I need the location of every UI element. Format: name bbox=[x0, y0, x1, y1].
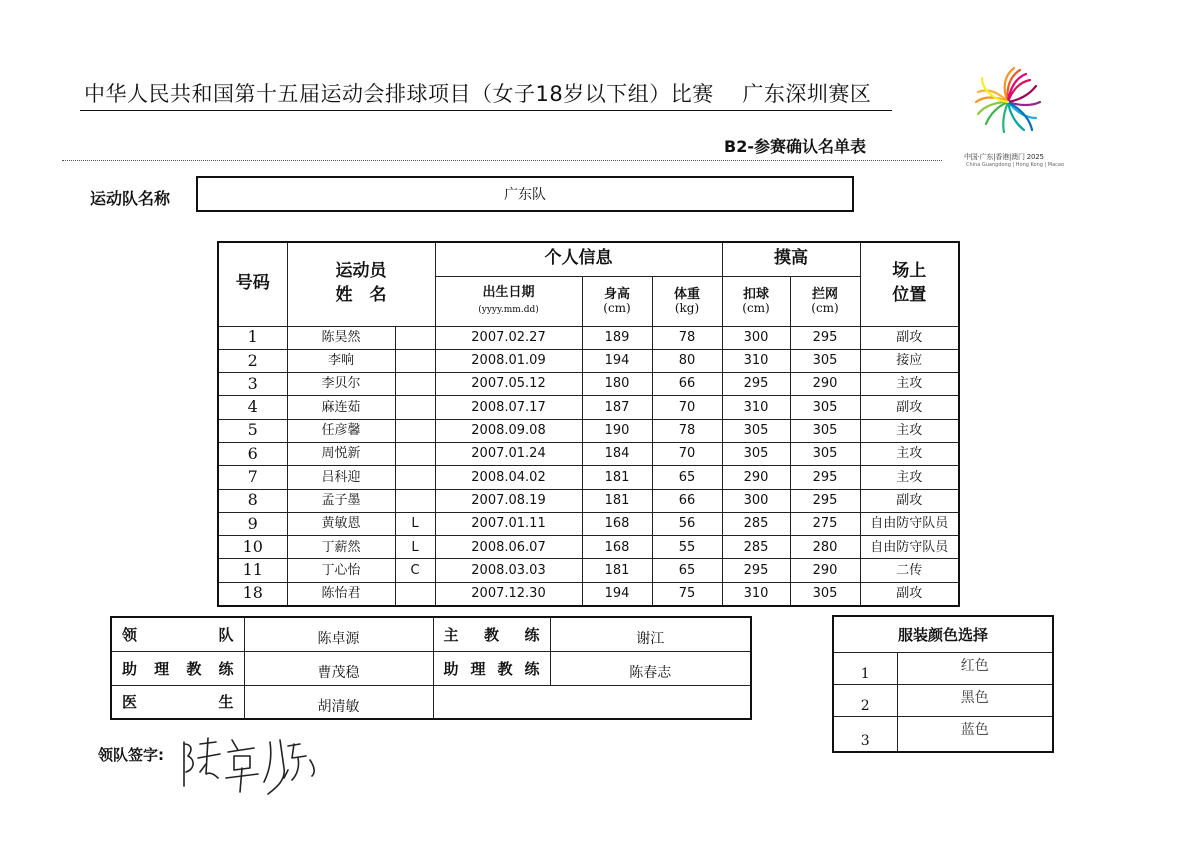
player-weight: 66 bbox=[652, 489, 722, 512]
empty-cell bbox=[433, 685, 751, 719]
player-number: 11 bbox=[218, 559, 287, 582]
header-reach: 摸高 bbox=[722, 242, 860, 276]
player-weight: 56 bbox=[652, 512, 722, 535]
player-role bbox=[395, 326, 435, 349]
player-weight: 78 bbox=[652, 419, 722, 442]
player-height: 168 bbox=[582, 536, 652, 559]
header-number: 号码 bbox=[218, 242, 287, 326]
player-number: 2 bbox=[218, 349, 287, 372]
player-block-reach: 305 bbox=[790, 396, 860, 419]
player-role bbox=[395, 489, 435, 512]
player-role bbox=[395, 442, 435, 465]
player-number: 10 bbox=[218, 536, 287, 559]
player-weight: 66 bbox=[652, 373, 722, 396]
header-dob: 出生日期 (yyyy.mm.dd) bbox=[435, 276, 582, 326]
player-position: 副攻 bbox=[860, 396, 959, 419]
player-block-reach: 305 bbox=[790, 419, 860, 442]
logo-subcaption: China Guangdong | Hong Kong | Macao bbox=[966, 162, 1065, 168]
player-position: 自由防守队员 bbox=[860, 536, 959, 559]
table-row bbox=[218, 582, 959, 605]
table-row bbox=[218, 512, 959, 535]
uniform-option-index: 1 bbox=[833, 652, 897, 684]
player-dob: 2007.01.11 bbox=[435, 512, 582, 535]
table-row bbox=[218, 396, 959, 419]
header-athlete: 运动员 姓 名 bbox=[287, 242, 435, 326]
table-row bbox=[218, 349, 959, 372]
player-position: 主攻 bbox=[860, 373, 959, 396]
player-height: 180 bbox=[582, 373, 652, 396]
player-role: C bbox=[395, 559, 435, 582]
player-height: 184 bbox=[582, 442, 652, 465]
player-spike-reach: 300 bbox=[722, 489, 790, 512]
player-height: 181 bbox=[582, 489, 652, 512]
player-role bbox=[395, 419, 435, 442]
player-position: 接应 bbox=[860, 349, 959, 372]
player-block-reach: 275 bbox=[790, 512, 860, 535]
player-spike-reach: 310 bbox=[722, 582, 790, 605]
leader-label: 领 队 bbox=[111, 617, 244, 651]
player-position: 自由防守队员 bbox=[860, 512, 959, 535]
player-position: 副攻 bbox=[860, 489, 959, 512]
player-spike-reach: 305 bbox=[722, 419, 790, 442]
player-number: 3 bbox=[218, 373, 287, 396]
player-name: 陈怡君 bbox=[287, 582, 395, 605]
player-block-reach: 305 bbox=[790, 582, 860, 605]
player-spike-reach: 295 bbox=[722, 559, 790, 582]
table-row bbox=[218, 326, 959, 349]
doctor-label: 医 生 bbox=[111, 685, 244, 719]
player-spike-reach: 285 bbox=[722, 512, 790, 535]
player-block-reach: 280 bbox=[790, 536, 860, 559]
assistant-coach-label-2: 助 理 教 练 bbox=[433, 651, 550, 685]
table-row bbox=[218, 442, 959, 465]
uniform-option-color: 红色 bbox=[897, 652, 1053, 684]
player-dob: 2007.08.19 bbox=[435, 489, 582, 512]
player-spike-reach: 295 bbox=[722, 373, 790, 396]
player-block-reach: 295 bbox=[790, 489, 860, 512]
player-weight: 70 bbox=[652, 396, 722, 419]
player-position: 副攻 bbox=[860, 582, 959, 605]
player-name: 李响 bbox=[287, 349, 395, 372]
uniform-option-index: 2 bbox=[833, 684, 897, 716]
player-dob: 2008.09.08 bbox=[435, 419, 582, 442]
player-block-reach: 290 bbox=[790, 559, 860, 582]
player-position: 主攻 bbox=[860, 442, 959, 465]
player-weight: 80 bbox=[652, 349, 722, 372]
player-number: 1 bbox=[218, 326, 287, 349]
player-spike-reach: 310 bbox=[722, 396, 790, 419]
player-block-reach: 305 bbox=[790, 349, 860, 372]
player-name: 周悦新 bbox=[287, 442, 395, 465]
table-row bbox=[218, 489, 959, 512]
player-height: 181 bbox=[582, 466, 652, 489]
table-row bbox=[218, 536, 959, 559]
player-number: 4 bbox=[218, 396, 287, 419]
player-name: 陈昊然 bbox=[287, 326, 395, 349]
player-dob: 2007.02.27 bbox=[435, 326, 582, 349]
player-position: 二传 bbox=[860, 559, 959, 582]
player-name: 黄敏恩 bbox=[287, 512, 395, 535]
player-number: 18 bbox=[218, 582, 287, 605]
uniform-option-index: 3 bbox=[833, 716, 897, 752]
player-weight: 70 bbox=[652, 442, 722, 465]
player-height: 190 bbox=[582, 419, 652, 442]
handwritten-signature bbox=[176, 728, 336, 798]
leader-value: 陈卓源 bbox=[244, 617, 433, 651]
table-row bbox=[218, 419, 959, 442]
player-dob: 2007.01.24 bbox=[435, 442, 582, 465]
player-name: 孟子墨 bbox=[287, 489, 395, 512]
player-height: 187 bbox=[582, 396, 652, 419]
player-spike-reach: 285 bbox=[722, 536, 790, 559]
player-block-reach: 295 bbox=[790, 326, 860, 349]
player-name: 李贝尔 bbox=[287, 373, 395, 396]
player-number: 9 bbox=[218, 512, 287, 535]
player-position: 副攻 bbox=[860, 326, 959, 349]
player-height: 168 bbox=[582, 512, 652, 535]
player-role: L bbox=[395, 536, 435, 559]
team-name-value: 广东队 bbox=[504, 187, 546, 203]
uniform-color-title: 服装颜色选择 bbox=[833, 616, 1053, 652]
header-height: 身高 (cm) bbox=[582, 276, 652, 326]
player-dob: 2008.07.17 bbox=[435, 396, 582, 419]
pinwheel-logo-icon bbox=[962, 62, 1058, 150]
header-block: 拦网 (cm) bbox=[790, 276, 860, 326]
assistant-coach-value-2: 陈春志 bbox=[550, 651, 751, 685]
player-name: 吕科迎 bbox=[287, 466, 395, 489]
uniform-option-color: 蓝色 bbox=[897, 716, 1053, 752]
player-height: 194 bbox=[582, 582, 652, 605]
player-role bbox=[395, 349, 435, 372]
table-row bbox=[218, 559, 959, 582]
roster-table bbox=[217, 241, 960, 607]
header-personal-info: 个人信息 bbox=[435, 242, 722, 276]
player-weight: 55 bbox=[652, 536, 722, 559]
player-number: 6 bbox=[218, 442, 287, 465]
title-underline bbox=[80, 110, 892, 111]
player-name: 任彦馨 bbox=[287, 419, 395, 442]
player-weight: 65 bbox=[652, 466, 722, 489]
player-number: 8 bbox=[218, 489, 287, 512]
games-logo bbox=[960, 62, 1065, 172]
player-dob: 2008.06.07 bbox=[435, 536, 582, 559]
player-block-reach: 290 bbox=[790, 373, 860, 396]
player-weight: 65 bbox=[652, 559, 722, 582]
player-name: 丁薪然 bbox=[287, 536, 395, 559]
player-spike-reach: 310 bbox=[722, 349, 790, 372]
player-weight: 75 bbox=[652, 582, 722, 605]
header-weight: 体重 (kg) bbox=[652, 276, 722, 326]
head-coach-value: 谢江 bbox=[550, 617, 751, 651]
player-name: 丁心怡 bbox=[287, 559, 395, 582]
team-name-field bbox=[196, 176, 854, 212]
player-weight: 78 bbox=[652, 326, 722, 349]
dotted-divider bbox=[62, 160, 942, 161]
player-height: 181 bbox=[582, 559, 652, 582]
player-number: 5 bbox=[218, 419, 287, 442]
form-code: B2-参赛确认名单表 bbox=[724, 137, 866, 156]
header-spike: 扣球 (cm) bbox=[722, 276, 790, 326]
staff-table bbox=[110, 616, 752, 720]
assistant-coach-value-1: 曹茂稳 bbox=[244, 651, 433, 685]
player-spike-reach: 290 bbox=[722, 466, 790, 489]
player-dob: 2007.05.12 bbox=[435, 373, 582, 396]
table-row bbox=[218, 373, 959, 396]
player-role bbox=[395, 396, 435, 419]
player-position: 主攻 bbox=[860, 466, 959, 489]
player-block-reach: 305 bbox=[790, 442, 860, 465]
player-dob: 2007.12.30 bbox=[435, 582, 582, 605]
player-name: 麻连茹 bbox=[287, 396, 395, 419]
page-title: 中华人民共和国第十五届运动会排球项目（女子18岁以下组）比赛 广东深圳赛区 bbox=[84, 82, 872, 106]
assistant-coach-label-1: 助 理 教 练 bbox=[111, 651, 244, 685]
uniform-option-color: 黑色 bbox=[897, 684, 1053, 716]
player-dob: 2008.01.09 bbox=[435, 349, 582, 372]
player-dob: 2008.03.03 bbox=[435, 559, 582, 582]
player-role bbox=[395, 582, 435, 605]
player-role bbox=[395, 466, 435, 489]
logo-caption: 中国·广东|香港|澳门 2025 bbox=[964, 153, 1044, 161]
player-height: 189 bbox=[582, 326, 652, 349]
player-position: 主攻 bbox=[860, 419, 959, 442]
team-name-label: 运动队名称 bbox=[90, 189, 171, 208]
header-position: 场上 位置 bbox=[860, 242, 959, 326]
player-number: 7 bbox=[218, 466, 287, 489]
signature-label: 领队签字: bbox=[98, 746, 164, 764]
player-block-reach: 295 bbox=[790, 466, 860, 489]
head-coach-label: 主 教 练 bbox=[433, 617, 550, 651]
player-height: 194 bbox=[582, 349, 652, 372]
uniform-color-table bbox=[832, 615, 1054, 753]
player-spike-reach: 300 bbox=[722, 326, 790, 349]
table-row bbox=[218, 466, 959, 489]
player-dob: 2008.04.02 bbox=[435, 466, 582, 489]
player-role: L bbox=[395, 512, 435, 535]
player-role bbox=[395, 373, 435, 396]
player-spike-reach: 305 bbox=[722, 442, 790, 465]
doctor-value: 胡清敏 bbox=[244, 685, 433, 719]
